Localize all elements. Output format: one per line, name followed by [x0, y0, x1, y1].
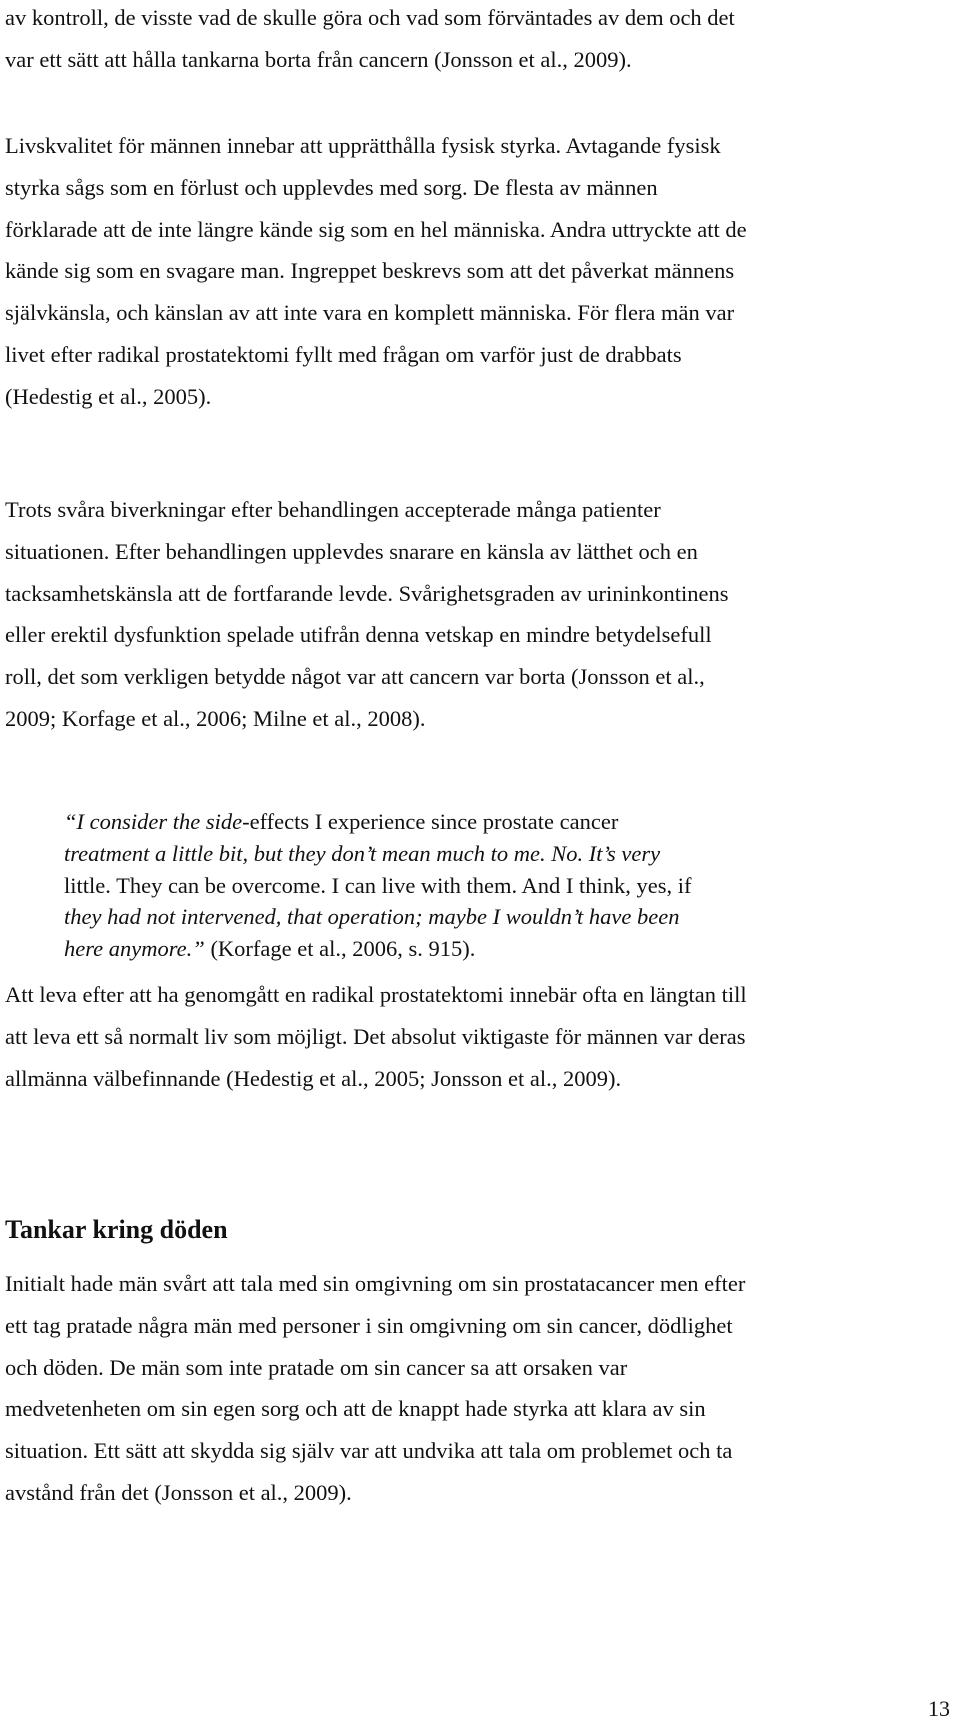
- text-line: allmänna välbefinnande (Hedestig et al., 2005; Jonsson et al., 2009).: [5, 1065, 622, 1091]
- text-line: (Hedestig et al., 2005).: [5, 383, 212, 409]
- paragraph-5: [5, 1263, 940, 1514]
- text-line: Trots svåra biverkningar efter behandlingen accepterade många patienter: [5, 497, 661, 522]
- text-line: Initialt hade män svårt att tala med sin omgivning om sin prostatacancer men efter: [5, 1271, 746, 1296]
- text-line: livet efter radikal prostatektomi fyllt med frågan om varför just de drabbats: [5, 341, 682, 367]
- quote-line: [64, 806, 864, 838]
- text-line: avstånd från det (Jonsson et al., 2009).: [5, 1479, 352, 1505]
- text-line: styrka sågs som en förlust och upplevdes med sorg. De flesta av männen: [5, 174, 658, 200]
- text-line: medvetenheten om sin egen sorg och att de knappt hade styrka att klara av sin: [5, 1396, 706, 1422]
- text-line: eller erektil dysfunktion spelade utifrån denna vetskap en mindre betydelsefull: [5, 622, 712, 648]
- section-heading: Tankar kring döden: [5, 1215, 228, 1244]
- quote-citation: (Korfage et al., 2006, s. 915).: [204, 936, 476, 962]
- text-line: självkänsla, och känslan av att inte vara en komplett människa. För flera män var: [5, 300, 735, 326]
- page-number: 13: [928, 1696, 950, 1721]
- text-line: förklarade att de inte längre kände sig som en hel människa. Andra uttryckte att de: [5, 216, 747, 242]
- quote-line: little. They can be overcome. I can live with them. And I think, yes, if: [64, 872, 692, 898]
- quote-line: treatment a little bit, but they don’t mean much to me. No. It’s very: [64, 840, 661, 866]
- text-line: 2009; Korfage et al., 2006; Milne et al., 2008).: [5, 705, 426, 731]
- quote-line: they had not intervened, that operation; maybe I wouldn’t have been: [64, 904, 680, 930]
- paragraph-4: [5, 974, 940, 1099]
- text-line: av kontroll, de visste vad de skulle göra och vad som förväntades av dem och det: [5, 5, 735, 30]
- text-line: var ett sätt att hålla tankarna borta från cancern (Jonsson et al., 2009).: [5, 46, 632, 72]
- paragraph-1: [5, 0, 940, 81]
- text-line: och döden. De män som inte pratade om sin cancer sa att orsaken var: [5, 1354, 628, 1380]
- paragraph-2: [5, 125, 940, 418]
- block-quote: [64, 806, 864, 965]
- text-line: roll, det som verkligen betydde något var att cancern var borta (Jonsson et al.,: [5, 664, 705, 690]
- text-line: situationen. Efter behandlingen upplevdes snarare en känsla av lätthet och en: [5, 538, 698, 564]
- text-line: Att leva efter att ha genomgått en radikal prostatektomi innebär ofta en längtan till: [5, 982, 747, 1007]
- paragraph-3: [5, 489, 940, 740]
- text-line: situation. Ett sätt att skydda sig själv var att undvika att tala om problemet och ta: [5, 1438, 733, 1464]
- text-line: Livskvalitet för männen innebar att upprätthålla fysisk styrka. Avtagande fysisk: [5, 133, 721, 158]
- text-line: kände sig som en svagare man. Ingreppet beskrevs som att det påverkat männens: [5, 258, 735, 284]
- text-line: tacksamhetskänsla att de fortfarande levde. Svårighetsgraden av urininkontinens: [5, 580, 729, 606]
- text-line: att leva ett så normalt liv som möjligt. Det absolut viktigaste för männen var deras: [5, 1023, 746, 1049]
- quote-roman-text: -effects I experience since prostate cancer: [242, 809, 619, 834]
- quote-italic-text: “I consider the side: [64, 809, 243, 834]
- quote-line: [64, 933, 864, 965]
- quote-italic-text: here anymore.”: [64, 936, 205, 962]
- text-line: ett tag pratade några män med personer i sin omgivning om sin cancer, dödlighet: [5, 1312, 733, 1338]
